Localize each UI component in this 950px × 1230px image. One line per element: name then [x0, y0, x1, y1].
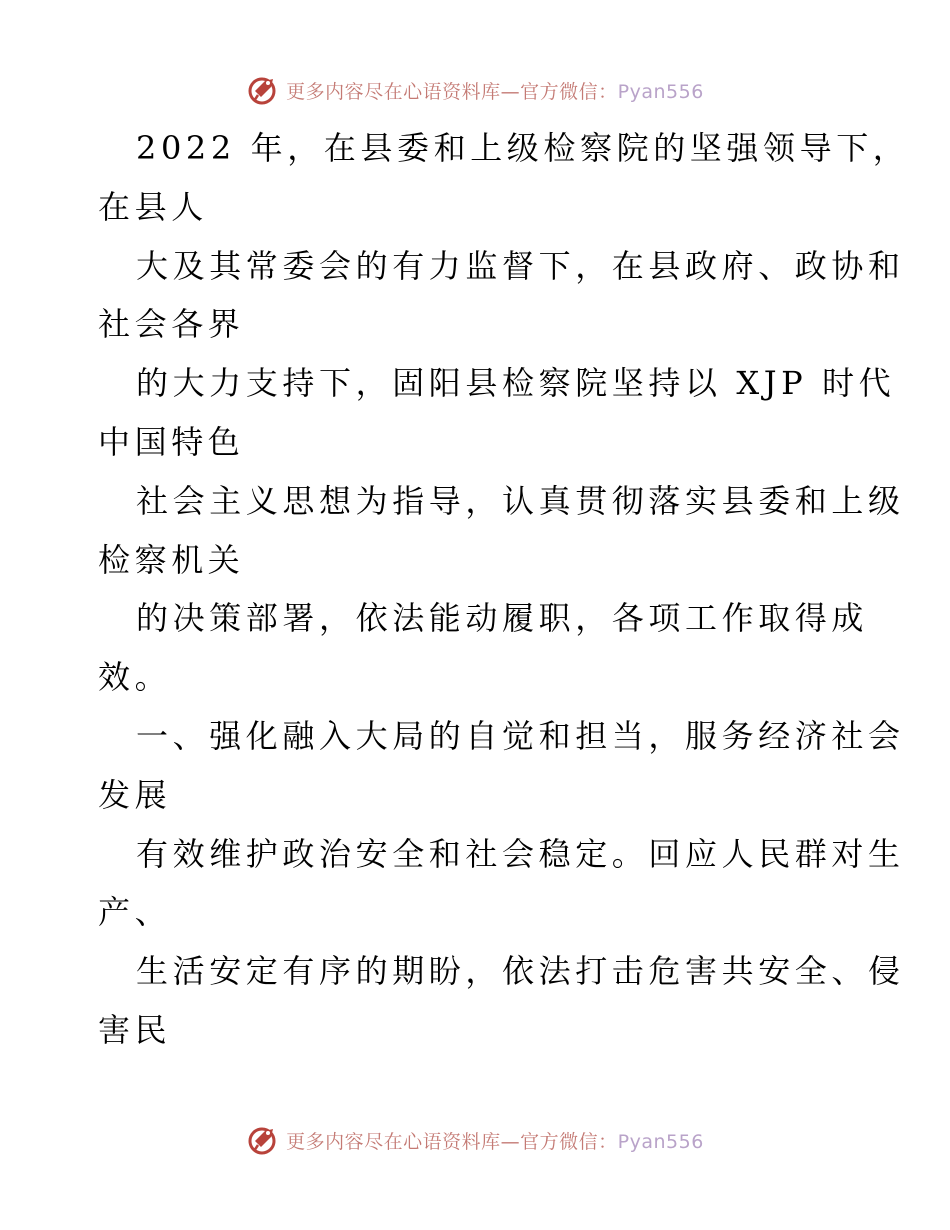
document-body [0, 126, 950, 1067]
watermark-text: 更多内容尽在心语资料库—官方微信：Pyan556 [286, 1130, 704, 1153]
logo-icon [246, 1123, 280, 1157]
watermark-text: 更多内容尽在心语资料库—官方微信：Pyan556 [286, 80, 704, 103]
watermark-header [0, 70, 950, 110]
text-line: 大及其常委会的有力监督下，在县政府、政协和 [136, 246, 905, 285]
text-line: 社会各界 [98, 305, 245, 344]
text-line: 害民 [98, 1010, 172, 1049]
text-line: 中国特色 [98, 422, 245, 461]
text-line: 有效维护政治安全和社会稳定。回应人民群对生 [136, 834, 905, 873]
text-line: 效。 [98, 658, 172, 697]
logo-icon [246, 73, 280, 107]
text-line: 社会主义思想为指导，认真贯彻落实县委和上级 [136, 481, 905, 520]
text-line: 一、强化融入大局的自觉和担当，服务经济社会 [136, 716, 905, 755]
watermark-id: Pyan556 [617, 80, 704, 103]
watermark-id: Pyan556 [617, 1130, 704, 1153]
text-line: 检察机关 [98, 540, 245, 579]
text-line: 2022 年，在县委和上级检察院的坚强领导下， [136, 129, 910, 167]
text-line: 发展 [98, 775, 172, 814]
watermark-footer [0, 1120, 950, 1160]
text-line: 在县人 [98, 187, 208, 226]
text-line: 的决策部署，依法能动履职，各项工作取得成 [136, 599, 869, 638]
text-line: 生活安定有序的期盼，依法打击危害共安全、侵 [136, 952, 905, 991]
text-line: 产、 [98, 893, 172, 932]
text-line: 的大力支持下，固阳县检察院坚持以 XJP 时代 [136, 364, 896, 403]
